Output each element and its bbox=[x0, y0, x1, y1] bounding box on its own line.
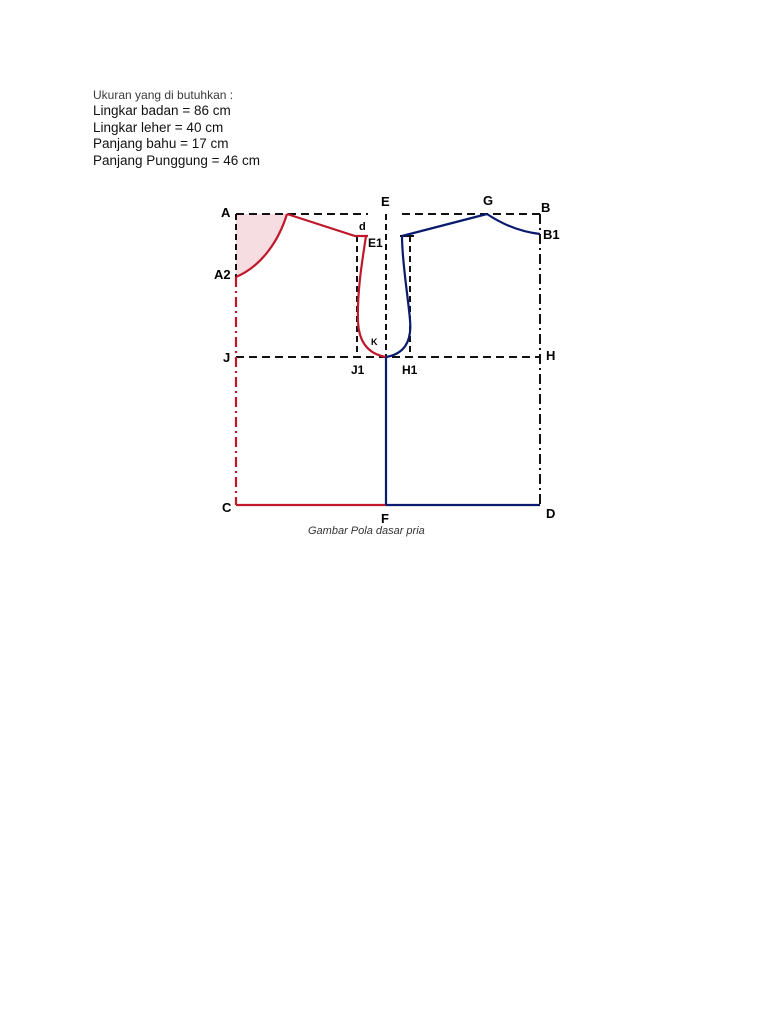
label-b: B bbox=[541, 200, 551, 215]
back-armhole bbox=[386, 236, 410, 357]
label-g: G bbox=[483, 193, 494, 208]
label-j1: J1 bbox=[351, 363, 365, 377]
label-h: H bbox=[546, 348, 556, 363]
label-c: C bbox=[222, 500, 232, 515]
measurement-item: Panjang Punggung = 46 cm bbox=[93, 152, 261, 168]
guide-lines bbox=[236, 214, 540, 505]
label-d-bottom: D bbox=[546, 506, 556, 521]
label-d: d bbox=[359, 221, 366, 233]
label-h1: H1 bbox=[402, 363, 418, 377]
label-a2: A2 bbox=[214, 267, 231, 282]
measurement-item: Lingkar badan = 86 cm bbox=[93, 103, 231, 118]
back-shoulder bbox=[402, 214, 487, 236]
back-neckline bbox=[487, 214, 540, 234]
label-a: A bbox=[221, 205, 231, 220]
measurement-item: Panjang bahu = 17 cm bbox=[93, 136, 229, 151]
intro-heading: Ukuran yang di butuhkan : bbox=[93, 88, 234, 102]
label-k: K bbox=[371, 337, 378, 347]
label-f: F bbox=[381, 511, 389, 526]
label-e1: E1 bbox=[368, 236, 383, 250]
front-neck-fill bbox=[236, 214, 287, 277]
label-j: J bbox=[223, 350, 231, 365]
front-shoulder bbox=[287, 214, 368, 236]
label-b1: B1 bbox=[543, 227, 560, 242]
figure-caption: Gambar Pola dasar pria bbox=[308, 525, 425, 537]
measurement-item: Lingkar leher = 40 cm bbox=[93, 119, 224, 135]
label-e: E bbox=[381, 194, 390, 209]
